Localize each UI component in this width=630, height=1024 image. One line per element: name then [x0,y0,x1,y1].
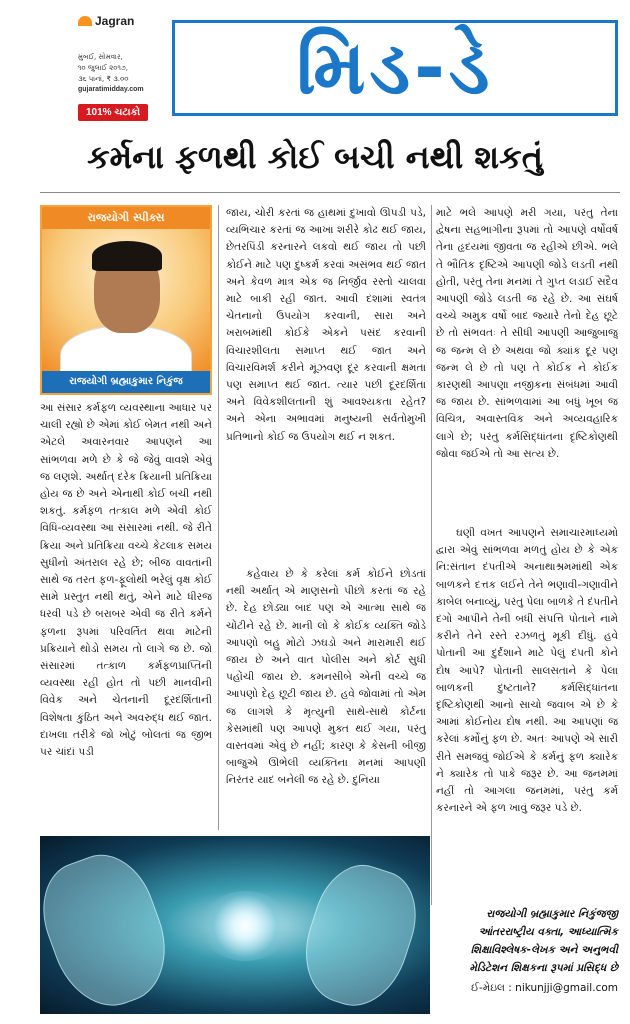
author-photo-box [40,205,212,395]
right-hand-shape [291,854,429,1014]
cosmic-hands-illustration [40,836,430,1014]
email-address[interactable]: nikunjji@gmail.com [515,982,618,994]
author-signature-line: મેડિટેશન શિક્ષકના રૂપમાં પ્રસિદ્ધ છે [469,962,618,974]
issue-meta [78,52,128,85]
article-column-3b: ઘણી વખત આપણને સમાચારમાધ્યમો દ્વારા એવું સાંભળવા મળતું હોય છે કે એક નિ:સંતાન દંપતીએ અનાથાશ્રમમાંથી એક બાળકને દત્તક લઈને તેને ભણાવી-ગણાવીને કાબેલ બનાવ્યું, પરંતુ પેલા બાળકે તે દંપતીને દગો આપીને તેની બધી સંપત્તિ પોતાને નામે કરીને તેને રસ્તે રઝળતું મૂકી દીધું. હવે પોતાની આ દુર્દશાને માટે પેલું દંપતી કોને દોષ આપે? પોતાની સાલસતાને કે પેલા બાળકની દુષ્ટતાને? કર્મસિદ્ધાંતના દૃષ્ટિકોણથી આનો સાચો જવાબ એ છે કે આમાં કોઈનોય દોષ નથી. આ આપણાં જ કરેલાં કર્મોનું ફળ છે. અતઃ આપણે એ સારી રીતે સમજવું જોઈએ કે કર્મનું ફળ ક્યારેક ને ક્યારેક તો પાકે જરૂર છે. આ જનમમાં નહીં તો આગલા જનમમાં, પરંતુ કર્મ કરનારને એ ફળ ખાવું જરૂર પડે છે. [436,527,618,815]
jagran-brand [78,14,134,28]
author-photo [42,229,210,373]
galaxy-glow [200,891,290,961]
author-email [436,982,618,995]
masthead [78,12,618,124]
issue-meta-line: ૩૬ પાનાં, ₹ ૩.૦૦ [78,75,129,83]
issue-meta-line: મુંબઈ, સોમવાર, [78,53,123,61]
newspaper-logo [172,20,618,116]
column-divider [218,205,219,830]
column-divider [431,205,432,905]
article-column-3a: માટે ભલે આપણે મરી ગયા, પરંતુ તેના દ્વેષના સહભાગીના રૂપમાં તો આપણે વર્ષોવર્ષ તેના હૃદયમાં જીવતા જ રહીએ છીએ. ભલે તે ભૌતિક દૃષ્ટિએ આપણી જોડે લડતી નથી હોતી, પરંતુ તેના મનમાં તે ગુપ્ત લડાઈ સદૈવ આપણી જોડે લડતી જ રહે છે. આ સંઘર્ષ વચ્ચે અમુક વર્ષો બાદ જ્યારે તેનો દેહ છૂટે છે તો સંભવતઃ તે સીધી આપણી આજુબાજુ જ જન્મ લે છે અથવા જો ક્યાંક દૂર પણ જન્મ લે છે તો પણ તે કોઈક ને કોઈક કારણથી આપણા નજીકના સંબંધમાં આવી જ જાય છે. સાંભળવામાં આ બધું ખૂબ જ વિચિત્ર, અવાસ્તવિક અને અવ્યવહારિક લાગે છે; પરંતુ કર્મસિદ્ધાંતના દૃષ્ટિકોણથી જોવા જઈએ તો આ સત્ય છે. [436,207,618,460]
author-signature-line: શિક્ષાવિશ્લેષક-લેખક અને અનુભવી [470,944,618,956]
article-column-1: આ સંસાર કર્મફળ વ્યવસ્થાના આધાર પર ચાલી રહ્યો છે એમાં કોઈ બેમત નથી અને એટલે અવારનવાર આપણને આ સાંભળવા મળે છે કે જે જેવું વાવશે એવું જ લણશે. અર્થાત્‌ દરેક ક્રિયાની પ્રતિક્રિયા હોય જ છે અને એનાથી કોઈ બચી નથી શકતું. કર્મફળ તત્કાલ મળે એવી કોઈ વિધિ-વ્યવસ્થા આ સંસારમાં નથી. જે રીતે ક્રિયા અને પ્રતિક્રિયા વચ્ચે કેટલાક સમય સુધીનો અંતરાલ રહે છે; બીજ વાવતાંની સાથે જ તરત ફળ-ફૂલોથી ભરેલું વૃક્ષ કોઈ સામે પ્રસ્તુત નથી થતું, એને માટે ધીરજ ધરવી પડે છે બરાબર એવી જ રીતે કર્મને ફળના રૂપમાં પરિવર્તિત થવા માટેની પ્રક્રિયાને થોડો સમય તો લાગે જ છે. જો સંસારમાં તત્કાળ કર્મફળપ્રાપ્તિની વ્યવસ્થા રહી હોત તો પછી માનવીની વિવેક અને ચેતનાની દૂરદર્શિતાની વિશેષતા કુંઠિત અને અવરુદ્ધ થઈ જાત. દાખલા તરીકે જો ખોટું બોલતાં જ જીભ પર ચાંદાં પડી [40,402,212,759]
left-hand-shape [40,842,182,1014]
author-signature-line: આંતરરાષ્ટ્રીય વક્તા, આધ્યાત્મિક [478,926,618,938]
author-signature-line: રાજયોગી બ્રહ્માકુમાર નિકુંજજી [486,908,618,920]
logo-text: મિડ-ડે [296,24,494,111]
jagran-label: Jagran [95,14,135,28]
issue-meta-line: ૧૦ જુલાઈ ૨૦૧૭, [78,64,128,72]
divider [40,192,620,193]
author-name-label: રાજયોગી બ્રહ્માકુમાર નિકુંજ [42,371,210,393]
sun-icon [78,16,92,26]
author-hair [92,241,162,271]
email-label: ઈ-મેઇલ : [470,982,516,994]
article-headline: કર્મના ફળથી કોઈ બચી નથી શકતું [87,138,543,176]
site-url: gujaratimidday.com [78,86,144,93]
column-label: રાજયોગી સ્પીક્સ [42,207,210,229]
section-badge: 101% ચટાકો [78,104,148,121]
article-column-2b: કહેવાય છે કે કરેલાં કર્મ કોઈને છોડતાં નથી અર્થાત્‌ એ માણસનો પીછો કરતાં જ રહે છે. દેહ છોડ્યા બાદ પણ એ આત્મા સાથે જ ચોંટીને રહે છે. માની લો કે કોઈક વ્યક્તિ જોડે આપણો બહુ મોટો ઝઘડો અને મારામારી થઈ જાય છે અને વાત પોલીસ અને કોર્ટ સુધી પહોંચી જાય છે. કમનસીબે એની વચ્ચે જ આપણો દેહ છૂટી જાય છે. હવે જોવામાં તો એમ જ લાગશે કે મૃત્યુની સાથે-સાથે કોર્ટના કેસમાંથી પણ આપણે મુક્ત થઈ ગયા, પરંતુ વાસ્તવમાં એવું છે નહીં; કારણ કે કેસની બીજી બાજુએ ઊભેલી વ્યક્તિના મનમાં આપણી નિરંતર યાદ બનેલી જ રહે છે. દુનિયા [226,568,426,787]
article-column-2a: જાય, ચોરી કરતાં જ હાથમાં દુખાવો ઊપડી પડે, વ્યભિચાર કરતાં જ આખા શરીરે કોઢ થઈ જાય, છેતરપિંડી કરનારને લકવો થઈ જાય તો પછી કોઈને માટે પણ દુષ્કર્મ કરવાં અસંભવ થઈ જાત અને કેવળ માત્ર એક જ નિર્જીવ રસ્તો ચાલવા માટે બાકી રહી જાત. આવી દશામાં સ્વતંત્ર ચેતનાનો ઉપયોગ કરવાની, સારા અને ખરાબમાંથી કોઈકે એકને પસંદ કરવાની વિચારશીલતા સમાપ્ત થઈ જાત અને વિચારવિમર્શ કરીને મૂંઝવણ દૂર કરવાની ક્ષમતા પણ સમાપ્ત થઈ જાત. ત્યાર પછી દૂરદર્શિતા અને વિવેકશીલતાની શું આવશ્યકતા રહેત? અને એના અભાવમાં મનુષ્યની સર્વતોમુખી પ્રતિભાનો કોઈ જ ઉપયોગ થઈ ન શકત. [226,207,426,443]
